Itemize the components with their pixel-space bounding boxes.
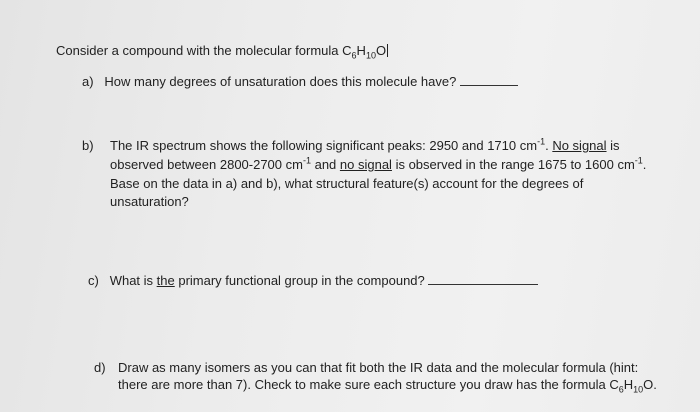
question-b-label: b) <box>82 138 94 153</box>
text-cursor <box>387 44 388 57</box>
question-c: c) What is the primary functional group in the compound? <box>88 271 538 291</box>
question-b-line-4: unsaturation? <box>110 194 189 209</box>
question-b-line-2: observed between 2800-2700 $cm^{-1}$ and no signal is observed in the range 1675 to 1600 $cm^{-1}$. <box>110 155 647 172</box>
question-a <box>82 72 518 92</box>
question-a-text: How many degrees of unsaturation does this molecule have? <box>104 74 457 89</box>
answer-blank-a[interactable] <box>460 73 518 86</box>
question-b-line-3: Base on the data in a) and b), what structural feature(s) account for the degrees of <box>110 176 584 191</box>
question-b-line-1: The IR spectrum shows the following significant peaks: 2950 and 1710 $cm^{-1}$. No signal is <box>110 136 620 153</box>
question-a-label: a) <box>82 74 94 89</box>
question-d-label: d) <box>94 360 106 375</box>
answer-blank-c[interactable] <box>428 272 538 285</box>
question-d-line-1: Draw as many isomers as you can that fit both the IR data and the molecular formula (hint: <box>118 360 639 375</box>
question-c-label: c) <box>88 273 99 288</box>
intro-statement: Consider a compound with the molecular formula $C_6H_{10}O$ <box>56 43 387 61</box>
question-d-line-2: there are more than 7). Check to make sure each structure you draw has the formula $C_6H_{10}O$. <box>118 377 657 395</box>
